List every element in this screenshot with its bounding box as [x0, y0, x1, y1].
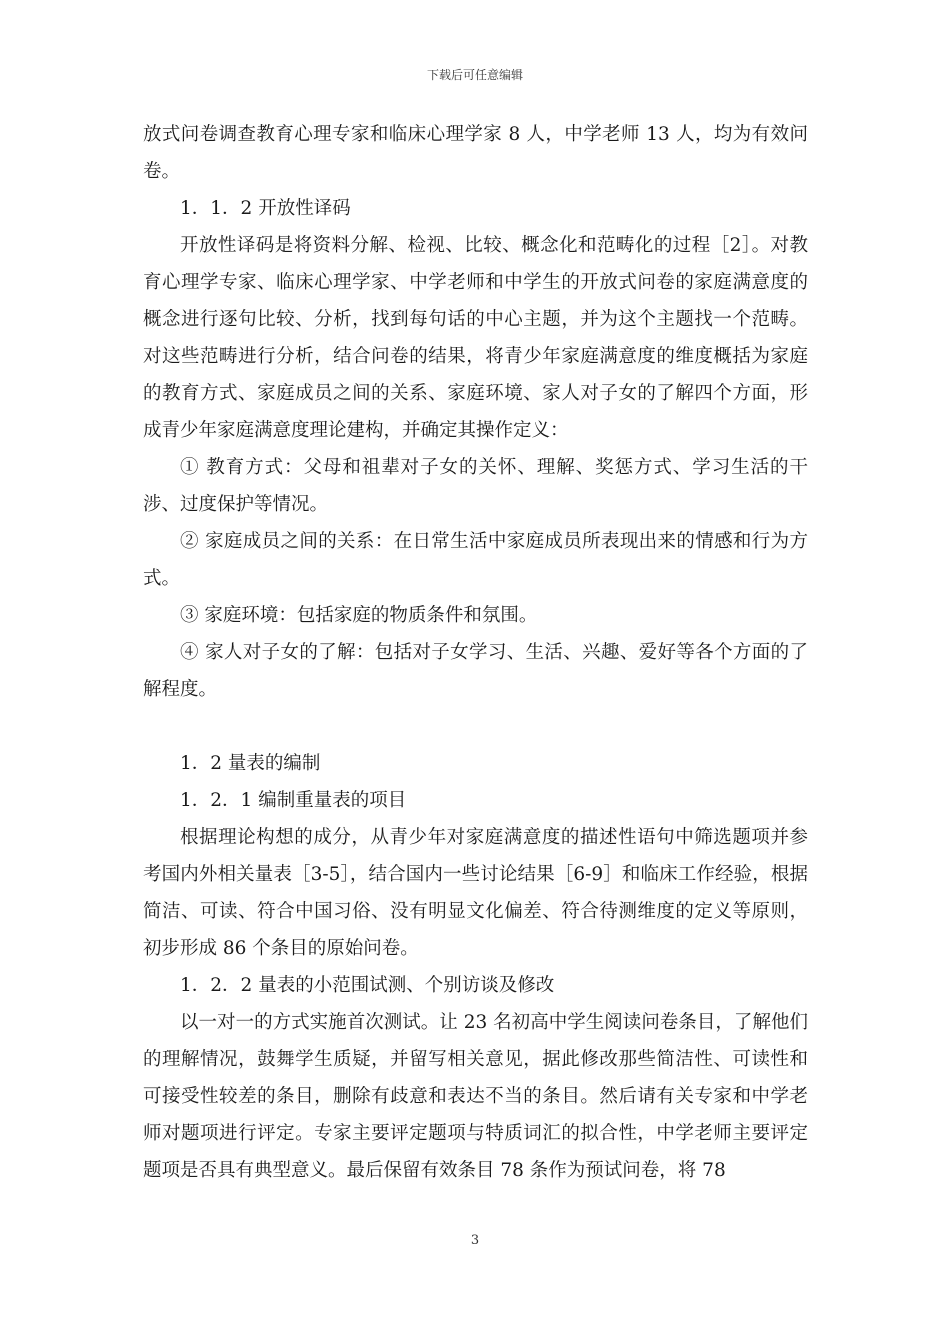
- section-heading-1-1-2: 1．1．2 开放性译码: [180, 198, 351, 219]
- list-item-family-relations: ② 家庭成员之间的关系：在日常生活中家庭成员所表现出来的情感和行为方式。: [143, 531, 808, 589]
- section-heading-1-2: 1．2 量表的编制: [180, 753, 321, 774]
- paragraph-continued: 放式问卷调查教育心理专家和临床心理学家 8 人，中学老师 13 人，均为有效问卷。: [143, 124, 808, 182]
- page-number: 3: [470, 1233, 480, 1248]
- page-header: 下载后可任意编辑: [426, 68, 523, 82]
- list-item-education-style: ① 教育方式：父母和祖辈对子女的关怀、理解、奖惩方式、学习生活的干涉、过度保护等情况。: [143, 457, 808, 515]
- blank-line: [143, 708, 808, 745]
- list-item-family-understanding: ④ 家人对子女的了解：包括对子女学习、生活、兴趣、爱好等各个方面的了解程度。: [143, 642, 808, 700]
- paragraph-item-compilation: 根据理论构想的成分，从青少年对家庭满意度的描述性语句中筛选题项并参考国内外相关量表［3-5］，结合国内一些讨论结果［6-9］和临床工作经验，根据简洁、可读、符合中国习俗、没有明显文化偏差、符合待测维度的定义等原则，初步形成 86 个条目的原始问卷。: [143, 827, 808, 959]
- section-heading-1-2-2: 1．2．2 量表的小范围试测、个别访谈及修改: [180, 975, 555, 996]
- document-body: [143, 116, 808, 1189]
- paragraph-pilot-test: 以一对一的方式实施首次测试。让 23 名初高中学生阅读问卷条目，了解他们的理解情况，鼓舞学生质疑，并留写相关意见，据此修改那些简洁性、可读性和可接受性较差的条目，删除有歧意和表达不当的条目。然后请有关专家和中学老师对题项进行评定。专家主要评定题项与特质词汇的拟合性，中学老师主要评定题项是否具有典型意义。最后保留有效条目 78 条作为预试问卷，将 78: [143, 1012, 808, 1181]
- paragraph-open-coding: 开放性译码是将资料分解、检视、比较、概念化和范畴化的过程［2］。对教育心理学专家、临床心理学家、中学老师和中学生的开放式问卷的家庭满意度的概念进行逐句比较、分析，找到每句话的中心主题，并为这个主题找一个范畴。对这些范畴进行分析，结合问卷的结果，将青少年家庭满意度的维度概括为家庭的教育方式、家庭成员之间的关系、家庭环境、家人对子女的了解四个方面，形成青少年家庭满意度理论建构，并确定其操作定义：: [143, 235, 808, 441]
- list-item-family-environment: ③ 家庭环境：包括家庭的物质条件和氛围。: [180, 605, 538, 626]
- section-heading-1-2-1: 1．2．1 编制重量表的项目: [180, 790, 407, 811]
